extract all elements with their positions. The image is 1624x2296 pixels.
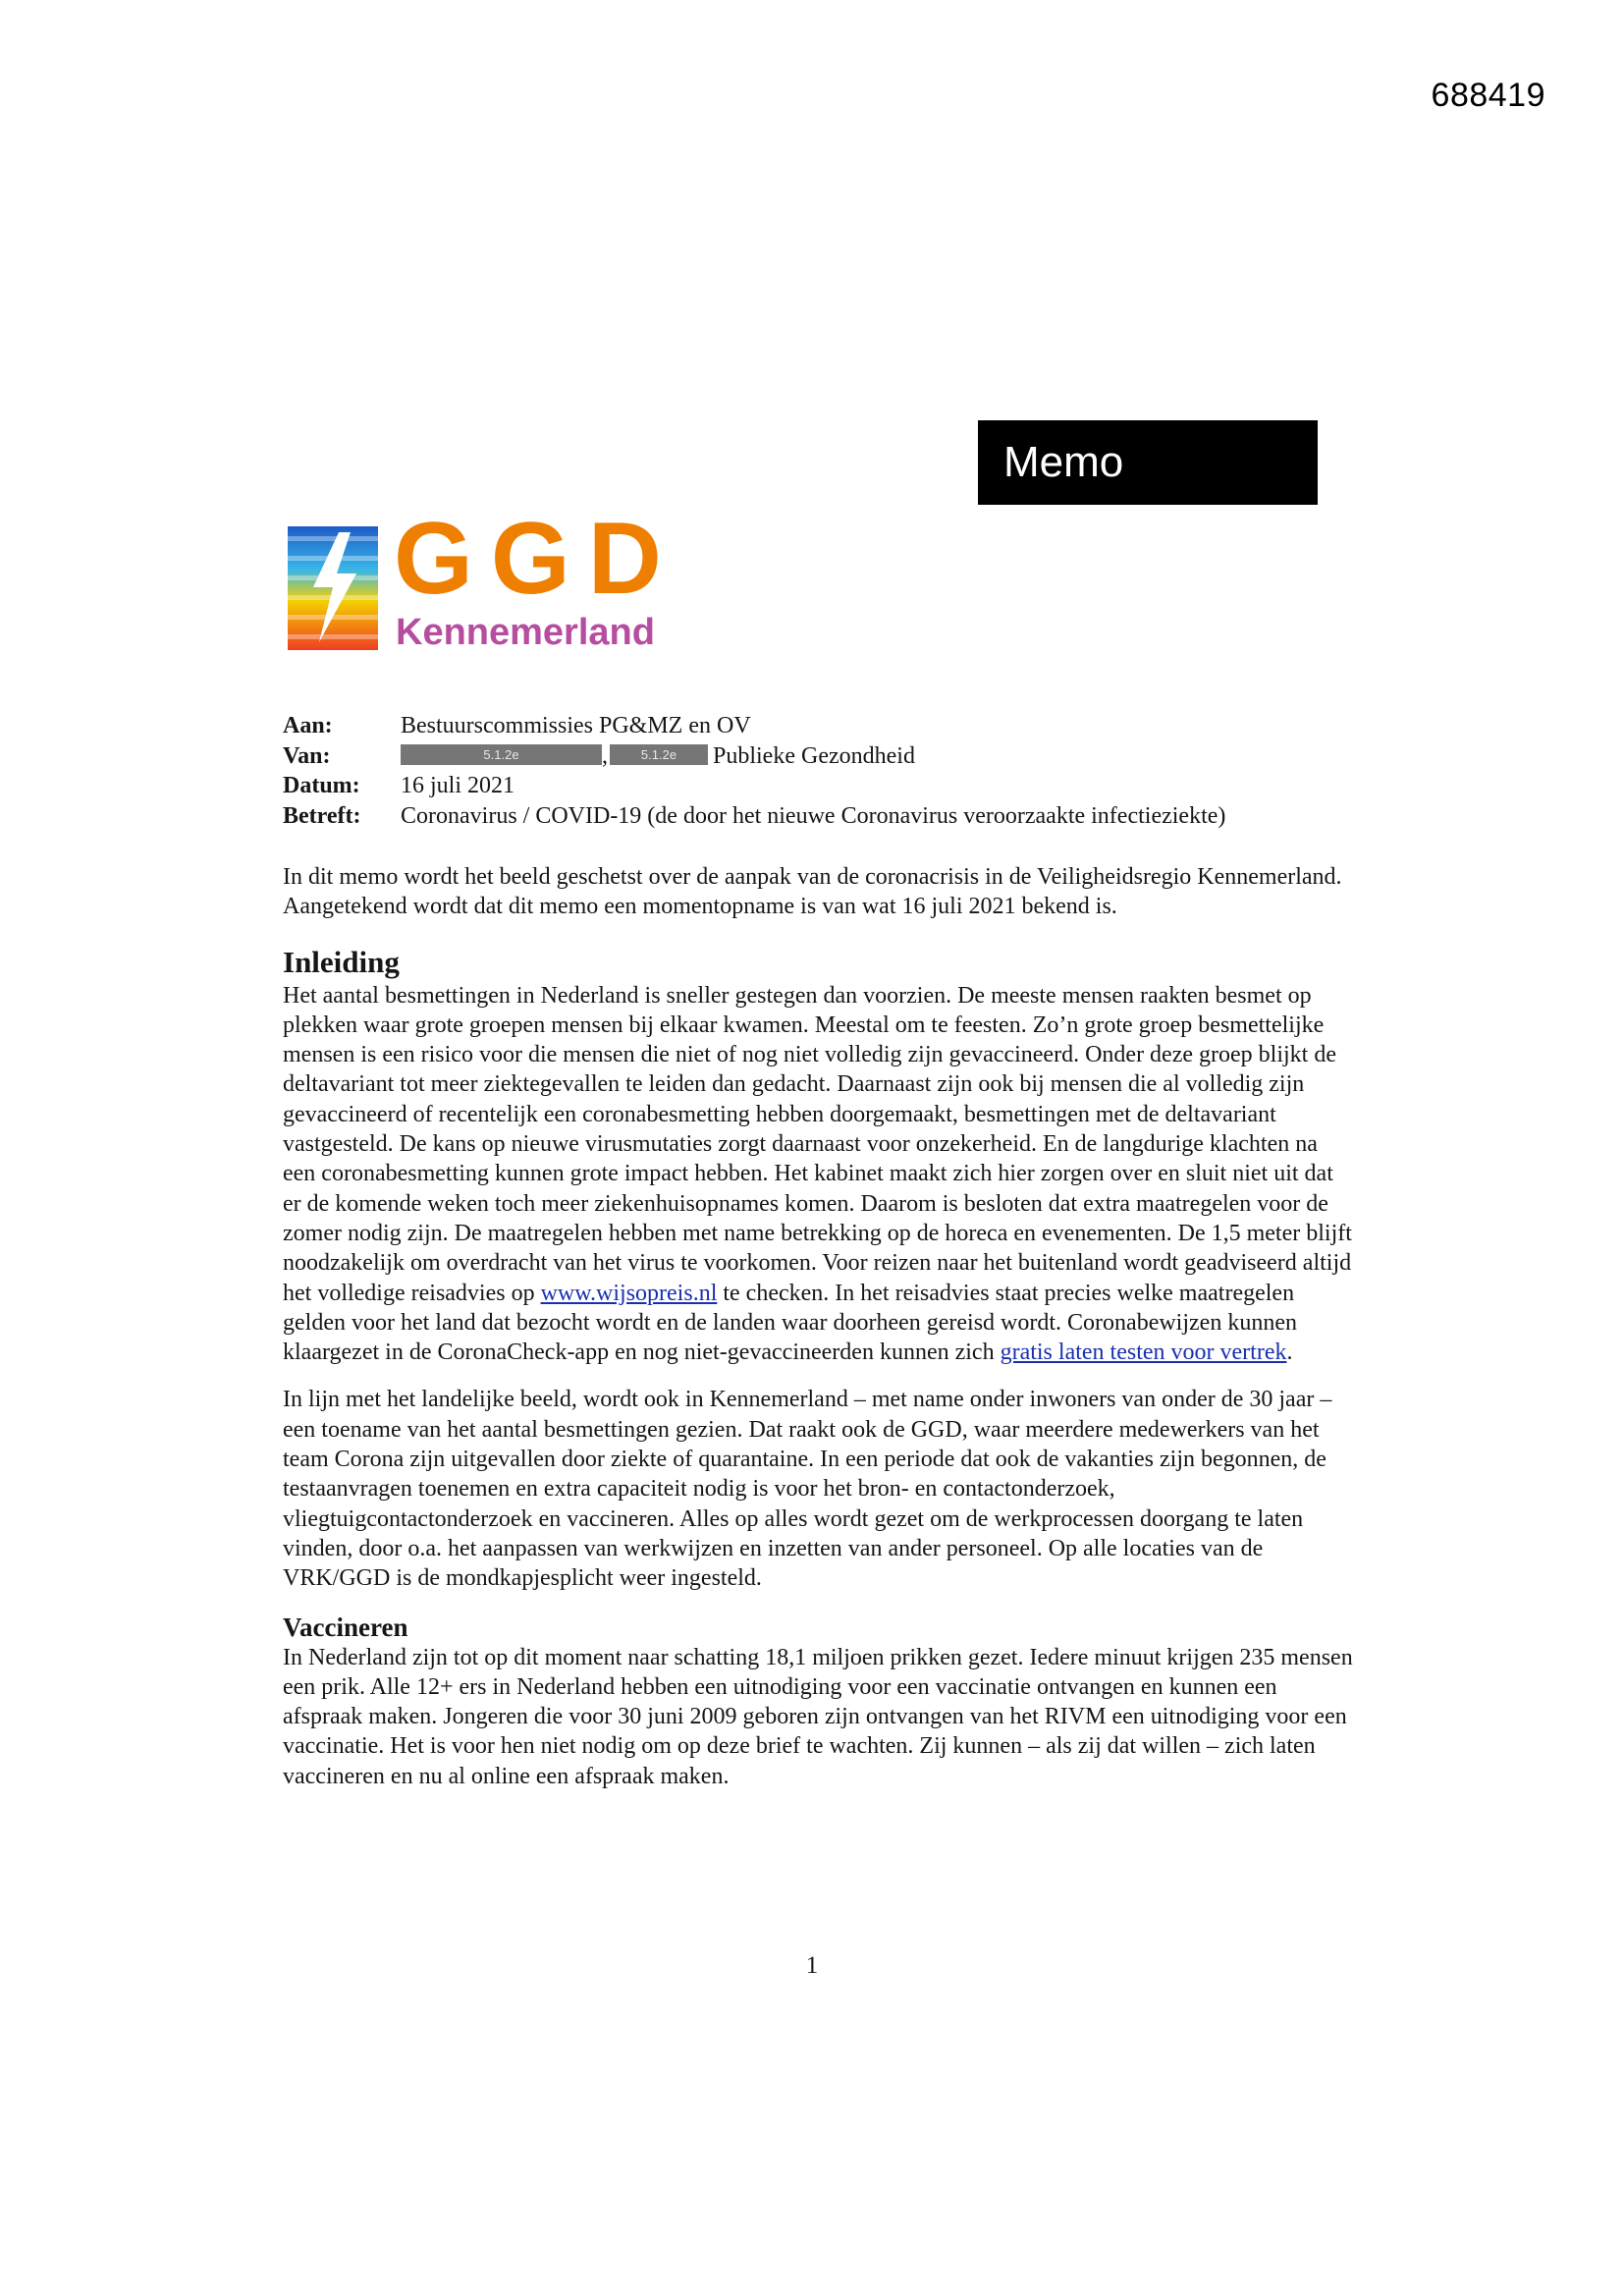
aan-label: Aan: <box>283 713 333 738</box>
betreft-value: Coronavirus / COVID-19 (de door het nieuwe Coronavirus veroorzaakte infectieziekte) <box>401 802 1226 829</box>
van-label: Van: <box>283 742 331 769</box>
heading-vaccineren: Vaccineren <box>283 1612 408 1642</box>
header-row-betreft <box>283 801 1225 832</box>
van-suffix: Publieke Gezondheid <box>713 742 915 769</box>
header-row-datum <box>283 771 1225 801</box>
wijsopreis-link[interactable]: www.wijsopreis.nl <box>540 1280 718 1306</box>
logo-ggd-text: GGD <box>394 502 679 616</box>
ggd-logo <box>288 502 690 655</box>
heading-inleiding: Inleiding <box>283 944 400 979</box>
redaction-block: 5.1.2e <box>610 744 708 765</box>
redaction-separator: , <box>602 742 608 769</box>
ggd-logo-mark-icon <box>288 526 378 650</box>
datum-value: 16 juli 2021 <box>401 773 515 798</box>
van-value <box>401 741 1225 772</box>
page-number: 1 <box>805 1952 819 1979</box>
betreft-label: Betreft: <box>283 802 361 829</box>
memo-label: Memo <box>978 420 1318 505</box>
intro-paragraph: In dit memo wordt het beeld geschetst over de aanpak van de coronacrisis in de Veiligheidsregio Kennemerland. Aangetekend wordt dat dit memo een momentopname is van wat 16 juli 2021 bekend is. <box>283 864 1342 920</box>
paragraph-text: te checken. In het reisadvies staat precies welke maatregelen gelden voor het land dat bezocht wordt en de landen waar doorheen gereisd wordt. Coronabewijzen kunnen klaargezet in de CoronaCheck-app en nog niet-gevaccineerden kunnen zich <box>283 1280 1297 1366</box>
memo-body <box>283 862 1353 1809</box>
inleiding-paragraph-2: In lijn met het landelijke beeld, wordt ook in Kennemerland – met name onder inwoners van onder de 30 jaar – een toename van het aantal besmettingen gezien. Dat raakt ook de GGD, waar meerdere medewerkers van het team Corona zijn uitgevallen door ziekte of quarantaine. In een periode dat ook de vakanties zijn begonnen, de testaanvragen toenemen en extra capaciteit nodig is voor het bron- en contactonderzoek, vliegtuigcontactonderzoek en vaccineren. Alles op alles wordt gezet om de werkprocessen doorgang te laten vinden, door o.a. het aanpassen van werkwijzen en inzetten van ander personeel. Op alle locaties van de VRK/GGD is de mondkapjesplicht weer ingesteld. <box>283 1387 1332 1592</box>
document-id: 688419 <box>1431 77 1545 114</box>
inleiding-paragraph-1 <box>283 981 1353 1368</box>
aan-value: Bestuurscommissies PG&MZ en OV <box>401 713 751 738</box>
header-row-van <box>283 741 1225 772</box>
logo-subtitle: Kennemerland <box>396 612 655 653</box>
paragraph-text: Het aantal besmettingen in Nederland is sneller gestegen dan voorzien. De meeste mensen raakten besmet op plekken waar grote groepen mensen bij elkaar kwamen. Meestal om te feesten. Zo’n grote groep besmettelijke mensen is een risico voor die mensen die niet of nog niet volledig zijn gevaccineerd. Onder deze groep blijkt de deltavariant tot meer ziektegevallen te leiden dan gedacht. Daarnaast zijn ook bij mensen die al volledig zijn gevaccineerd of recentelijk een coronabesmetting hebben doorgemaakt, besmettingen met de deltavariant vastgesteld. De kans op nieuwe virusmutaties zorgt daarnaast voor onzekerheid. En de langdurige klachten na een coronabesmetting kunnen grote impact hebben. Het kabinet maakt zich hier zorgen over en sluit niet uit dat er de komende weken toch meer ziekenhuisopnames komen. Daarom is besloten dat extra maatregelen voor de zomer nodig zijn. De maatregelen hebben met name betrekking op de horeca en evenementen. De 1,5 meter blijft noodzakelijk om overdracht van het virus te voorkomen. Voor reizen naar het buitenland wordt geadviseerd altijd het volledige reisadvies op <box>283 982 1352 1306</box>
vaccineren-paragraph-1: In Nederland zijn tot op dit moment naar schatting 18,1 miljoen prikken gezet. Iedere minuut krijgen 235 mensen een prik. Alle 12+ ers in Nederland hebben een uitnodiging voor een vaccinatie ontvangen en kunnen een afspraak maken. Jongeren die voor 30 juni 2009 geboren zijn ontvangen van het RIVM een uitnodiging voor een vaccinatie. Het is voor hen niet nodig om op deze brief te wachten. Zij kunnen – als zij dat willen – zich laten vaccineren en nu al online een afspraak maken. <box>283 1644 1353 1789</box>
datum-label: Datum: <box>283 773 360 798</box>
gratis-testen-link[interactable]: gratis laten testen voor vertrek <box>1000 1339 1287 1366</box>
redaction-block: 5.1.2e <box>401 744 602 765</box>
memo-header <box>283 711 1225 831</box>
paragraph-text: . <box>1286 1339 1293 1366</box>
header-row-aan <box>283 711 1225 741</box>
